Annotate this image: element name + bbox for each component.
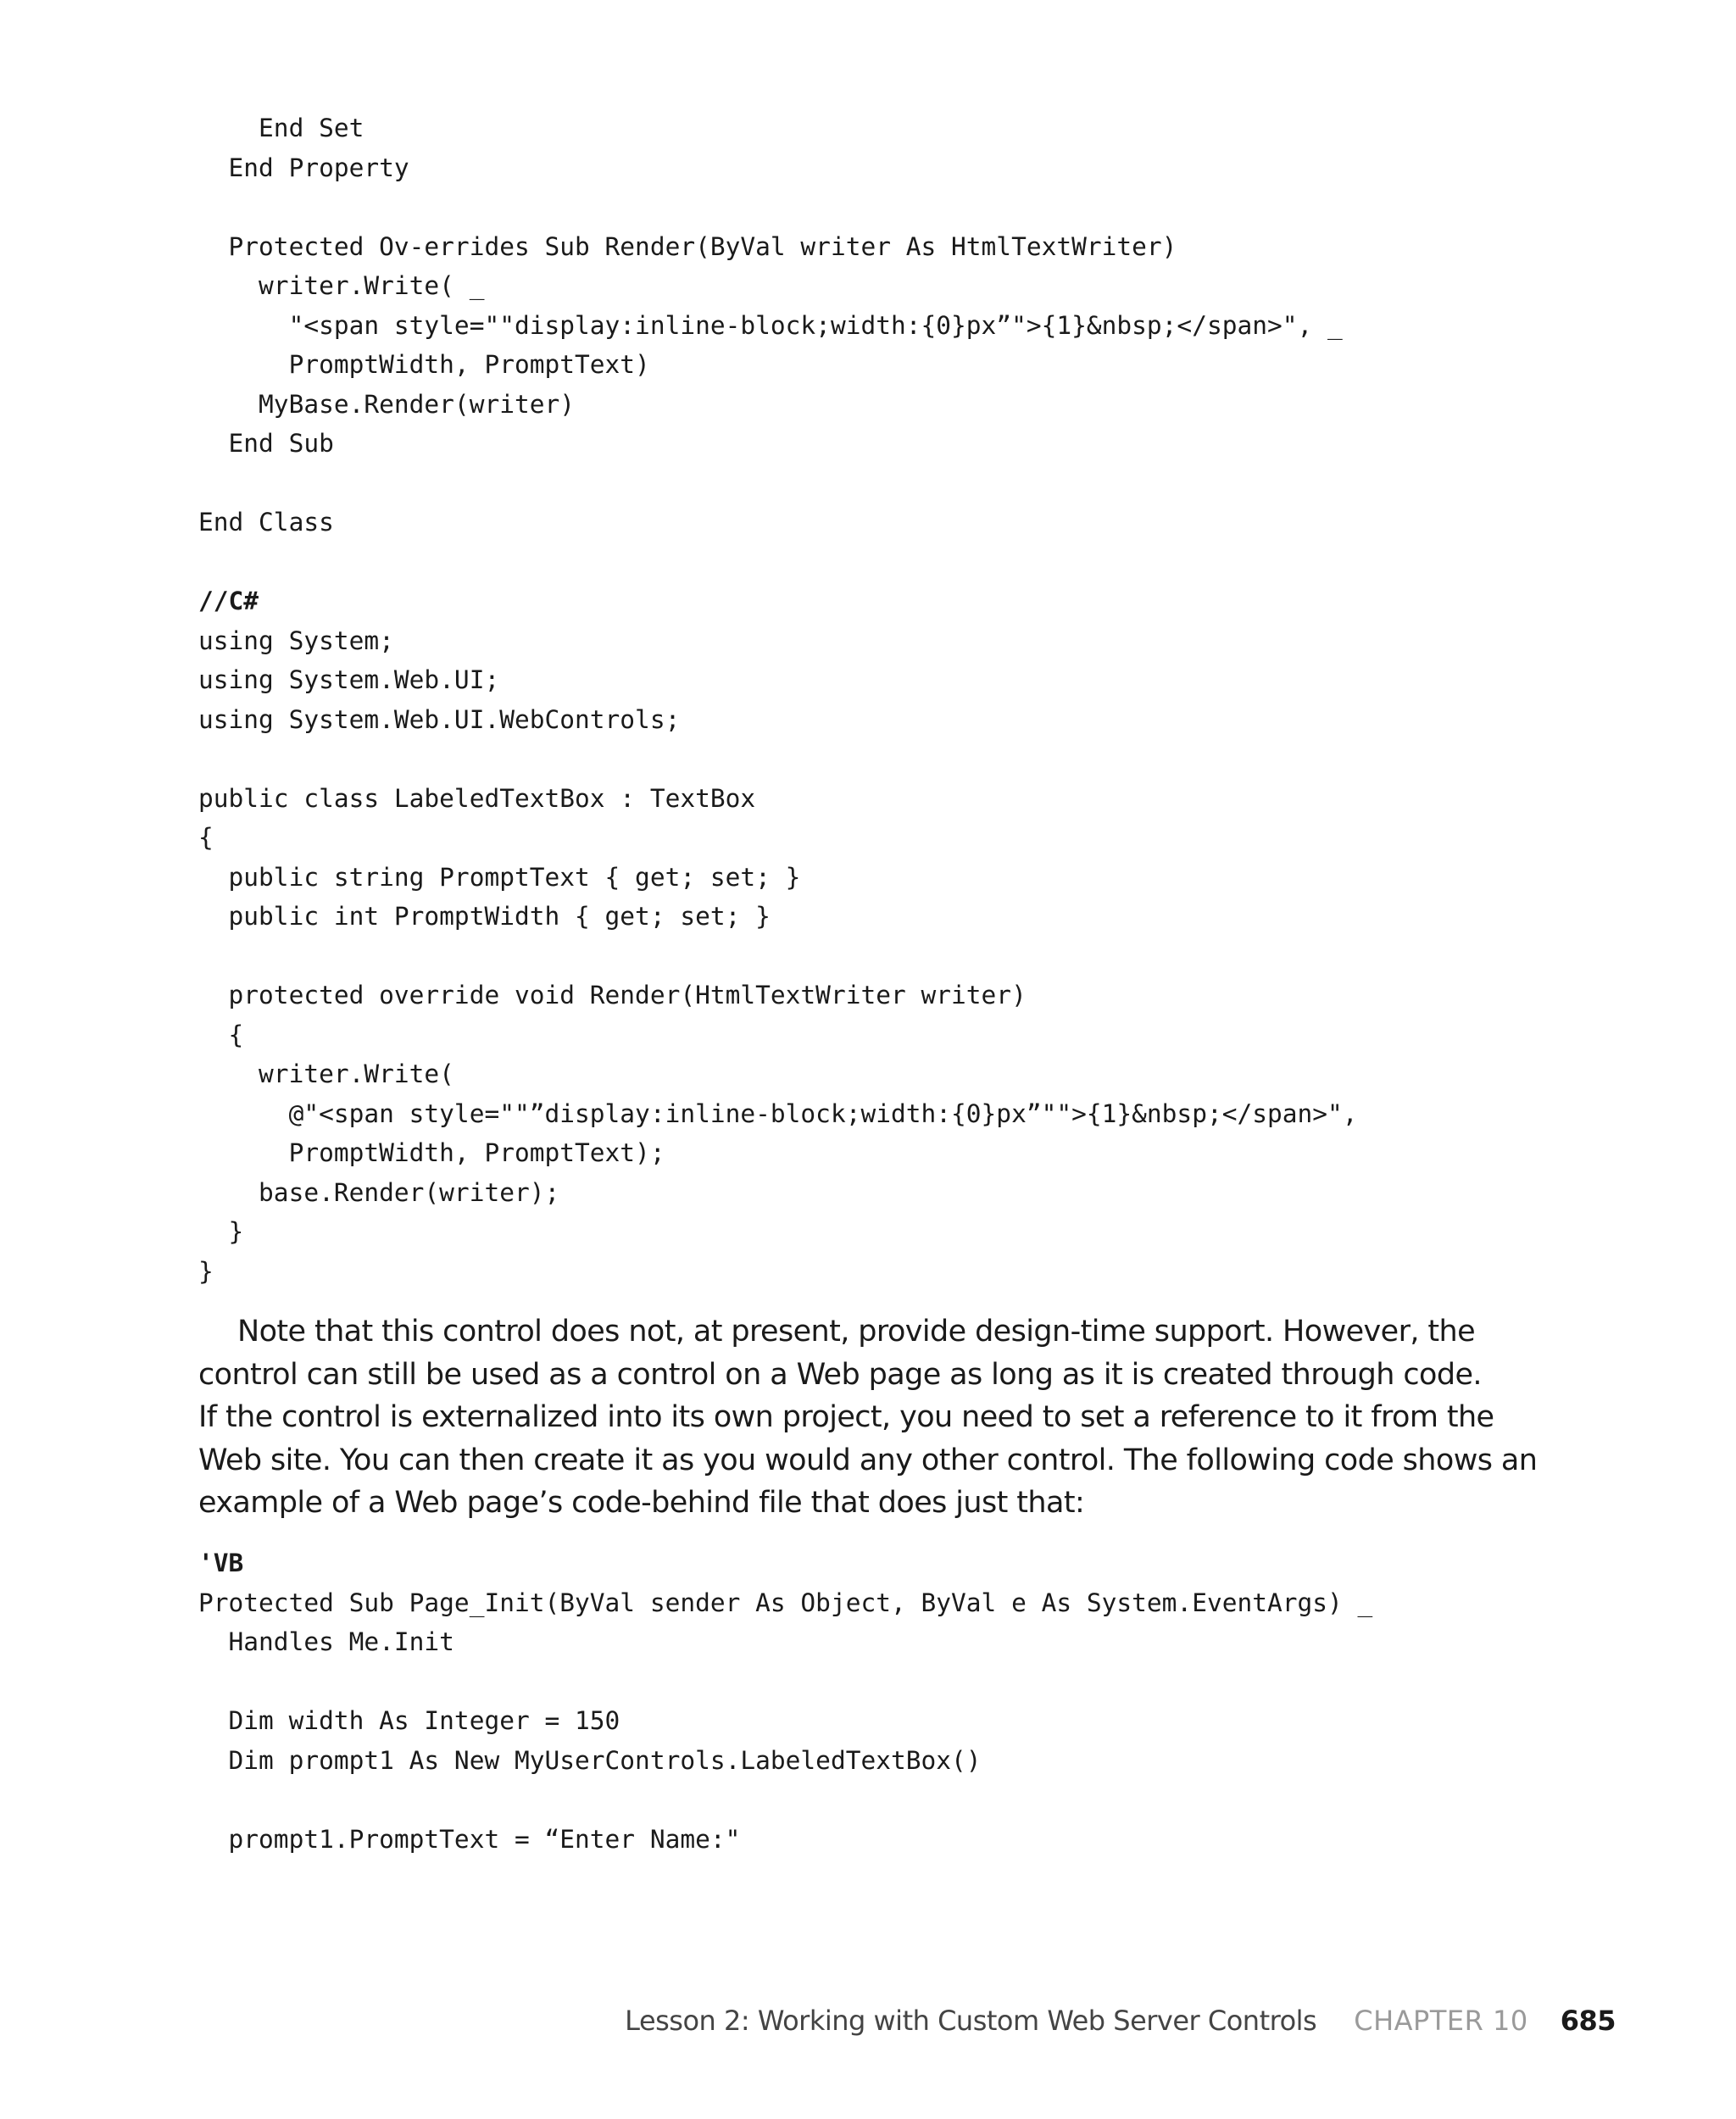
code-line: using System; [198, 626, 394, 655]
code-line: writer.Write( _ [198, 271, 485, 300]
page-number: 685 [1560, 2005, 1616, 2037]
footer-lesson-title: Lesson 2: Working with Custom Web Server Controls [625, 2005, 1317, 2037]
code-block-vb-cs [198, 108, 1358, 1291]
footer-chapter-label: CHAPTER 10 [1354, 2005, 1528, 2037]
code-language-label: //C# [198, 587, 259, 615]
code-line: PromptWidth, PromptText); [198, 1138, 665, 1167]
code-line: using System.Web.UI; [198, 665, 500, 694]
code-line: base.Render(writer); [198, 1177, 560, 1207]
paragraph-line: Web site. You can then create it as you would any other control. The following code shows an [198, 1443, 1538, 1477]
code-line: PromptWidth, PromptText) [198, 350, 650, 379]
code-line: End Property [198, 153, 409, 182]
code-line [198, 464, 1358, 503]
code-line: using System.Web.UI.WebControls; [198, 704, 681, 734]
page-footer [625, 2002, 1616, 2039]
code-block-vb-page-init [198, 1543, 1372, 1859]
code-line: } [198, 1256, 214, 1286]
code-line: End Set [198, 114, 364, 142]
code-line: protected override void Render(HtmlTextWriter writer) [198, 981, 1027, 1009]
code-line [198, 1662, 1372, 1702]
code-line: Protected Ov-errides Sub Render(ByVal writer As HtmlTextWriter) [198, 231, 1177, 261]
code-line: writer.Write( [198, 1060, 454, 1088]
code-line: End Sub [198, 429, 334, 458]
code-line [198, 1780, 1372, 1820]
code-language-label: 'VB [198, 1549, 244, 1577]
code-line: public string PromptText { get; set; } [198, 862, 801, 892]
paragraph-line: example of a Web page’s code-behind file that does just that: [198, 1486, 1085, 1520]
code-line: Handles Me.Init [198, 1627, 454, 1656]
code-line: public class LabeledTextBox : TextBox [198, 783, 756, 813]
code-line: prompt1.PromptText = “Enter Name:" [198, 1824, 741, 1854]
code-line: "<span style=""display:inline-block;width:{0}px”">{1}&nbsp;</span>", _ [198, 310, 1343, 340]
code-line: } [198, 1217, 244, 1246]
paragraph-line: control can still be used as a control on a Web page as long as it is created through code. [198, 1357, 1482, 1392]
code-line [198, 937, 1358, 976]
code-line [198, 739, 1358, 779]
code-line [198, 187, 1358, 227]
code-line: @"<span style=""”display:inline-block;width:{0}px”"">{1}&nbsp;</span>", [198, 1098, 1358, 1128]
code-line: Protected Sub Page_Init(ByVal sender As Object, ByVal e As System.EventArgs) _ [198, 1588, 1373, 1617]
code-line [198, 542, 1358, 582]
code-line: { [198, 823, 214, 852]
code-line: Dim width As Integer = 150 [198, 1706, 620, 1735]
code-line: MyBase.Render(writer) [198, 389, 576, 419]
paragraph-line: Note that this control does not, at present, provide design-time support. However, the [237, 1315, 1476, 1349]
body-paragraph [198, 1310, 1538, 1525]
code-line: End Class [198, 508, 334, 537]
code-line: Dim prompt1 As New MyUserControls.LabeledTextBox() [198, 1745, 982, 1775]
code-line: public int PromptWidth { get; set; } [198, 902, 771, 931]
code-line: { [198, 1020, 244, 1049]
paragraph-line: If the control is externalized into its own project, you need to set a reference to it from the [198, 1400, 1494, 1434]
